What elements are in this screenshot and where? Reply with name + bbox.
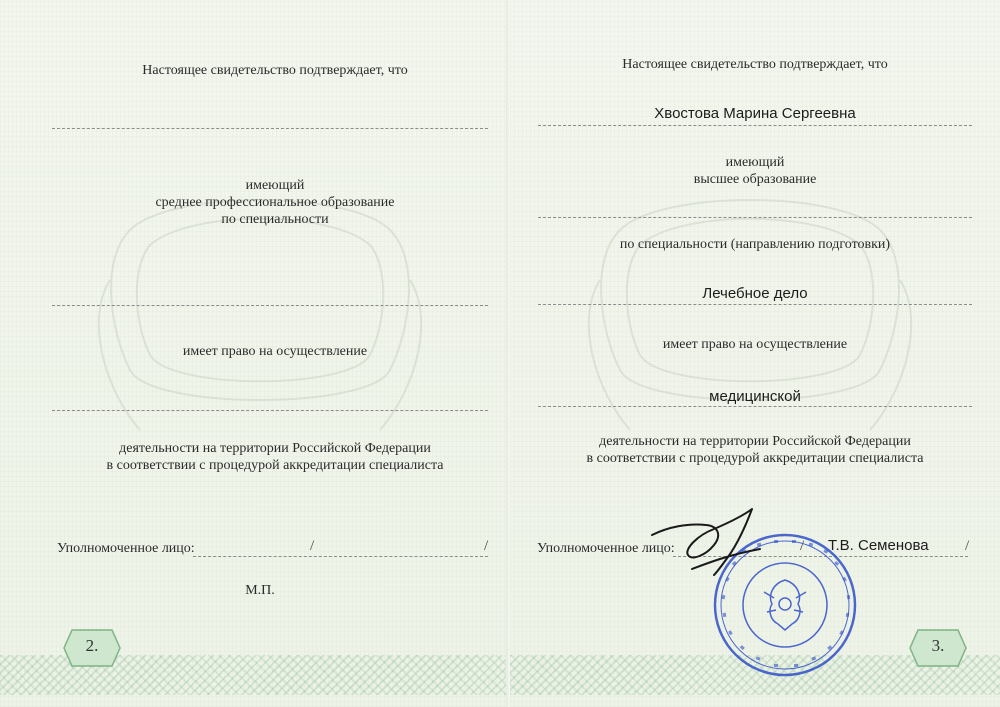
left-having: имеющий [245,178,305,193]
right-activity-line2: в соответствии с процедурой аккредитации специалиста [586,451,924,466]
right-education: высшее образование [693,172,817,187]
right-specialty: Лечебное дело [702,285,808,302]
right-full-name: Хвостова Марина Сергеевна [654,105,856,122]
right-activity-type: медицинской [709,388,801,405]
right-page-number: 3. [931,636,945,655]
watermark-ornament-right [580,190,920,450]
watermark-ornament-left [90,190,430,450]
handwritten-signature [648,505,768,580]
left-activity-line2: в соответствии с процедурой аккредитации специалиста [106,458,444,473]
right-name-line [538,125,972,126]
right-specialty-line [538,304,972,305]
left-page-number-badge [62,628,122,668]
left-slash-2: / [484,538,489,554]
right-education-line [538,217,972,218]
left-slash-1: / [310,538,315,554]
right-activity-line1: деятельности на территории Российской Федерации [599,434,911,449]
left-seal-place: М.П. [245,583,275,598]
right-by-specialty: по специальности (направлению подготовки) [619,237,891,252]
left-specialty-line [52,305,488,306]
right-page-number-badge [908,628,968,668]
right-slash-1: / [800,538,805,554]
left-education: среднее профессиональное образование [155,195,395,210]
right-intro: Настоящее свидетельство подтверждает, что [622,57,888,72]
left-by-specialty: по специальности [221,212,329,227]
left-authorized-label: Уполномоченное лицо: [57,541,195,556]
right-right-to-practice: имеет право на осуществление [662,337,848,352]
left-name-line [52,128,488,129]
right-slash-2: / [965,538,970,554]
left-activity-line [52,410,488,411]
right-having: имеющий [725,155,785,170]
left-page-number: 2. [85,636,99,655]
right-activity-line [538,406,972,407]
right-authorized-name: Т.В. Семенова [828,537,929,554]
right-authorized-label: Уполномоченное лицо: [537,541,675,556]
left-activity-line1: деятельности на территории Российской Федерации [119,441,431,456]
left-authorized-line [193,556,488,557]
left-intro: Настоящее свидетельство подтверждает, что [142,63,408,78]
left-right-to-practice: имеет право на осуществление [182,344,368,359]
